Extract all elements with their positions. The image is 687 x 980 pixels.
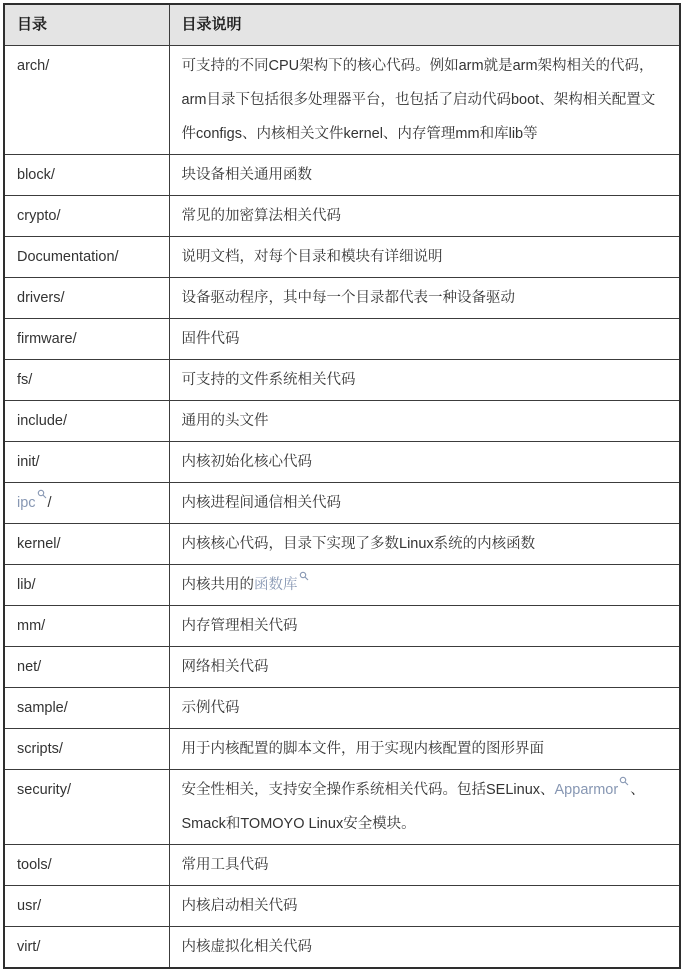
table-row bbox=[4, 565, 680, 606]
table-row bbox=[4, 688, 680, 729]
text-segment: security/ bbox=[17, 782, 71, 798]
text-segment: drivers/ bbox=[17, 290, 65, 306]
dir-cell bbox=[4, 927, 169, 969]
desc-cell bbox=[169, 845, 680, 886]
desc-cell bbox=[169, 155, 680, 196]
table-row bbox=[4, 647, 680, 688]
text-segment: 固件代码 bbox=[181, 331, 240, 347]
search-icon[interactable] bbox=[37, 489, 47, 499]
table-header bbox=[4, 4, 680, 46]
text-segment: arch/ bbox=[17, 58, 50, 74]
desc-cell bbox=[169, 278, 680, 319]
table-row bbox=[4, 401, 680, 442]
text-segment: 可支持的文件系统相关代码 bbox=[181, 372, 356, 388]
desc-cell bbox=[169, 524, 680, 565]
text-segment: fs/ bbox=[17, 372, 33, 388]
table-row bbox=[4, 524, 680, 565]
text-segment: 内核进程间通信相关代码 bbox=[181, 495, 341, 511]
dir-cell bbox=[4, 770, 169, 845]
dir-cell bbox=[4, 606, 169, 647]
dir-cell bbox=[4, 729, 169, 770]
search-icon[interactable] bbox=[619, 776, 629, 786]
dir-cell bbox=[4, 46, 169, 155]
lookup-link[interactable]: ipc bbox=[17, 495, 36, 511]
dir-cell bbox=[4, 196, 169, 237]
table-row bbox=[4, 606, 680, 647]
text-segment: 内核共用的 bbox=[181, 577, 254, 593]
dir-cell bbox=[4, 319, 169, 360]
dir-cell bbox=[4, 524, 169, 565]
desc-cell bbox=[169, 688, 680, 729]
text-segment: usr/ bbox=[17, 898, 42, 914]
desc-cell bbox=[169, 319, 680, 360]
column-header-directory: 目录 bbox=[4, 4, 169, 46]
table-row bbox=[4, 483, 680, 524]
text-segment: 内核核心代码，目录下实现了多数Linux系统的内核函数 bbox=[181, 536, 536, 552]
table-row bbox=[4, 319, 680, 360]
table-row bbox=[4, 278, 680, 319]
table-row bbox=[4, 927, 680, 969]
desc-cell bbox=[169, 401, 680, 442]
desc-cell bbox=[169, 483, 680, 524]
dir-cell bbox=[4, 565, 169, 606]
table-row bbox=[4, 729, 680, 770]
text-segment: Documentation/ bbox=[17, 249, 119, 265]
text-segment: lib/ bbox=[17, 577, 36, 593]
desc-cell bbox=[169, 565, 680, 606]
header-row bbox=[4, 4, 680, 46]
text-segment: block/ bbox=[17, 167, 55, 183]
text-segment: virt/ bbox=[17, 939, 41, 955]
text-segment: 示例代码 bbox=[181, 700, 240, 716]
table-row bbox=[4, 155, 680, 196]
table-row bbox=[4, 442, 680, 483]
dir-cell bbox=[4, 688, 169, 729]
desc-cell bbox=[169, 647, 680, 688]
lookup-link[interactable]: 函数库 bbox=[254, 577, 298, 593]
text-segment: 块设备相关通用函数 bbox=[181, 167, 312, 183]
desc-cell bbox=[169, 886, 680, 927]
desc-cell bbox=[169, 442, 680, 483]
text-segment: include/ bbox=[17, 413, 67, 429]
text-segment: 内核启动相关代码 bbox=[181, 898, 298, 914]
table-row bbox=[4, 237, 680, 278]
dir-cell bbox=[4, 278, 169, 319]
text-segment: scripts/ bbox=[17, 741, 63, 757]
desc-cell bbox=[169, 360, 680, 401]
table-row bbox=[4, 196, 680, 237]
lookup-link[interactable]: Apparmor bbox=[554, 782, 619, 798]
text-segment: mm/ bbox=[17, 618, 46, 634]
dir-cell bbox=[4, 483, 169, 524]
text-segment: 安全性相关，支持安全操作系统相关代码。包括SELinux、 bbox=[181, 782, 555, 798]
text-segment: 可支持的不同CPU架构下的核心代码。例如arm就是arm架构相关的代码，arm目录下包括很多处理器平台，也包括了启动代码boot、架构相关配置文件configs、内核相关文件kernel、内存管理mm和库lib等 bbox=[181, 58, 656, 142]
text-segment: 用于内核配置的脚本文件，用于实现内核配置的图形界面 bbox=[181, 741, 544, 757]
table-row bbox=[4, 886, 680, 927]
desc-cell bbox=[169, 927, 680, 969]
text-segment: 常用工具代码 bbox=[181, 857, 269, 873]
text-segment: net/ bbox=[17, 659, 42, 675]
table-row bbox=[4, 770, 680, 845]
dir-cell bbox=[4, 237, 169, 278]
desc-cell bbox=[169, 606, 680, 647]
dir-cell bbox=[4, 845, 169, 886]
table-row bbox=[4, 46, 680, 155]
text-segment: 网络相关代码 bbox=[181, 659, 269, 675]
text-segment: 常见的加密算法相关代码 bbox=[181, 208, 341, 224]
text-segment: 内存管理相关代码 bbox=[181, 618, 298, 634]
text-segment: 通用的头文件 bbox=[181, 413, 269, 429]
text-segment: crypto/ bbox=[17, 208, 61, 224]
column-header-description: 目录说明 bbox=[169, 4, 680, 46]
desc-cell bbox=[169, 196, 680, 237]
desc-cell bbox=[169, 770, 680, 845]
text-segment: init/ bbox=[17, 454, 40, 470]
dir-cell bbox=[4, 155, 169, 196]
text-segment: 设备驱动程序，其中每一个目录都代表一种设备驱动 bbox=[181, 290, 515, 306]
dir-cell bbox=[4, 360, 169, 401]
dir-cell bbox=[4, 886, 169, 927]
text-segment: sample/ bbox=[17, 700, 68, 716]
text-segment: tools/ bbox=[17, 857, 52, 873]
text-segment: firmware/ bbox=[17, 331, 77, 347]
desc-cell bbox=[169, 729, 680, 770]
dir-cell bbox=[4, 401, 169, 442]
desc-cell bbox=[169, 237, 680, 278]
search-icon[interactable] bbox=[299, 571, 309, 581]
table-body bbox=[4, 46, 680, 969]
text-segment: 说明文档，对每个目录和模块有详细说明 bbox=[181, 249, 443, 265]
desc-cell bbox=[169, 46, 680, 155]
text-segment: 内核虚拟化相关代码 bbox=[181, 939, 312, 955]
dir-cell bbox=[4, 442, 169, 483]
dir-cell bbox=[4, 647, 169, 688]
text-segment: 、Smack和TOMOYO Linux安全模块。 bbox=[181, 782, 645, 832]
directory-table bbox=[3, 3, 681, 969]
text-segment: / bbox=[47, 495, 52, 511]
text-segment: 内核初始化核心代码 bbox=[181, 454, 312, 470]
table-row bbox=[4, 360, 680, 401]
text-segment: kernel/ bbox=[17, 536, 61, 552]
table-row bbox=[4, 845, 680, 886]
